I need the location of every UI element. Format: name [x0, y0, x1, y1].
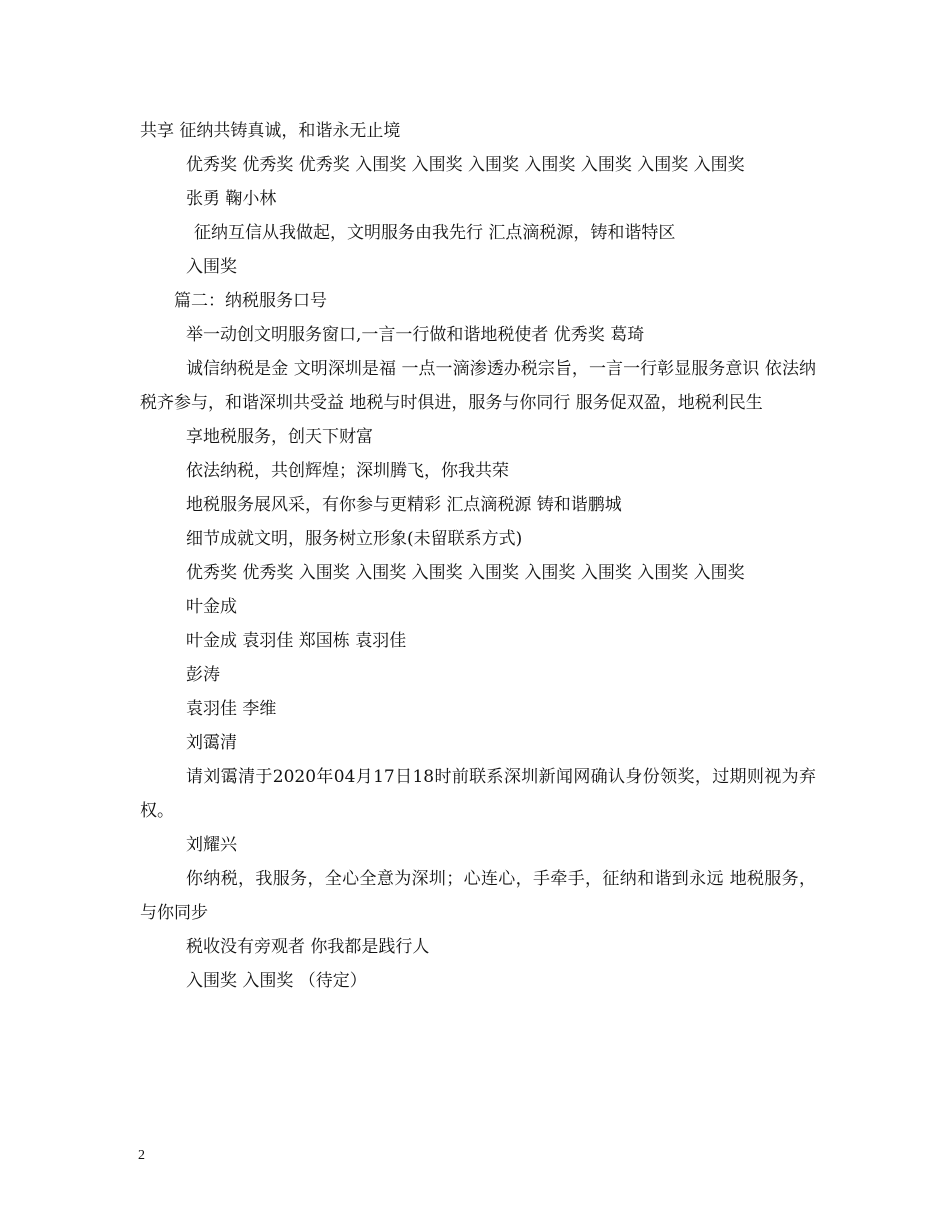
- document-body: [140, 114, 816, 998]
- paragraph-15: 叶金成 袁羽佳 郑国栋 袁羽佳: [186, 631, 407, 651]
- paragraph-11: 地税服务展风采，有你参与更精彩 汇点滴税源 铸和谐鹏城: [186, 495, 622, 515]
- paragraph-19: 请刘霭清于2020年04月17日18时前联系深圳新闻网确认身份领奖，过期则视为弃权。: [140, 767, 816, 821]
- paragraph-3: 张勇 鞠小林: [186, 189, 277, 209]
- paragraph-14: 叶金成: [186, 597, 237, 617]
- paragraph-16: 彭涛: [186, 665, 220, 685]
- page-number: 2: [138, 1148, 145, 1163]
- paragraph-18: 刘霭清: [186, 733, 237, 753]
- paragraph-2: 优秀奖 优秀奖 优秀奖 入围奖 入围奖 入围奖 入围奖 入围奖 入围奖 入围奖: [186, 155, 745, 175]
- paragraph-17: 袁羽佳 李维: [186, 699, 277, 719]
- paragraph-10: 依法纳税，共创辉煌；深圳腾飞，你我共荣: [186, 461, 509, 481]
- paragraph-7: 举一动创文明服务窗口,一言一行做和谐地税使者 优秀奖 葛琦: [186, 325, 645, 345]
- paragraph-1: 共享 征纳共铸真诚，和谐永无止境: [140, 121, 401, 141]
- paragraph-9: 享地税服务，创天下财富: [186, 427, 373, 447]
- paragraph-22: 税收没有旁观者 你我都是践行人: [186, 937, 430, 957]
- paragraph-12: 细节成就文明，服务树立形象(未留联系方式): [186, 529, 523, 549]
- paragraph-8: 诚信纳税是金 文明深圳是福 一点一滴渗透办税宗旨，一言一行彰显服务意识 依法纳税齐参与，和谐深圳共受益 地税与时俱进，服务与你同行 服务促双盈，地税利民生: [140, 359, 816, 413]
- paragraph-21: 你纳税，我服务，全心全意为深圳；心连心，手牵手，征纳和谐到永远 地税服务，与你同步: [140, 869, 816, 923]
- paragraph-13: 优秀奖 优秀奖 入围奖 入围奖 入围奖 入围奖 入围奖 入围奖 入围奖 入围奖: [186, 563, 745, 583]
- paragraph-20: 刘耀兴: [186, 835, 237, 855]
- paragraph-4: 征纳互信从我做起，文明服务由我先行 汇点滴税源，铸和谐特区: [194, 223, 676, 243]
- paragraph-23: 入围奖 入围奖 （待定）: [186, 971, 367, 991]
- section-heading: 篇二：纳税服务口号: [174, 291, 327, 311]
- paragraph-5: 入围奖: [186, 257, 237, 277]
